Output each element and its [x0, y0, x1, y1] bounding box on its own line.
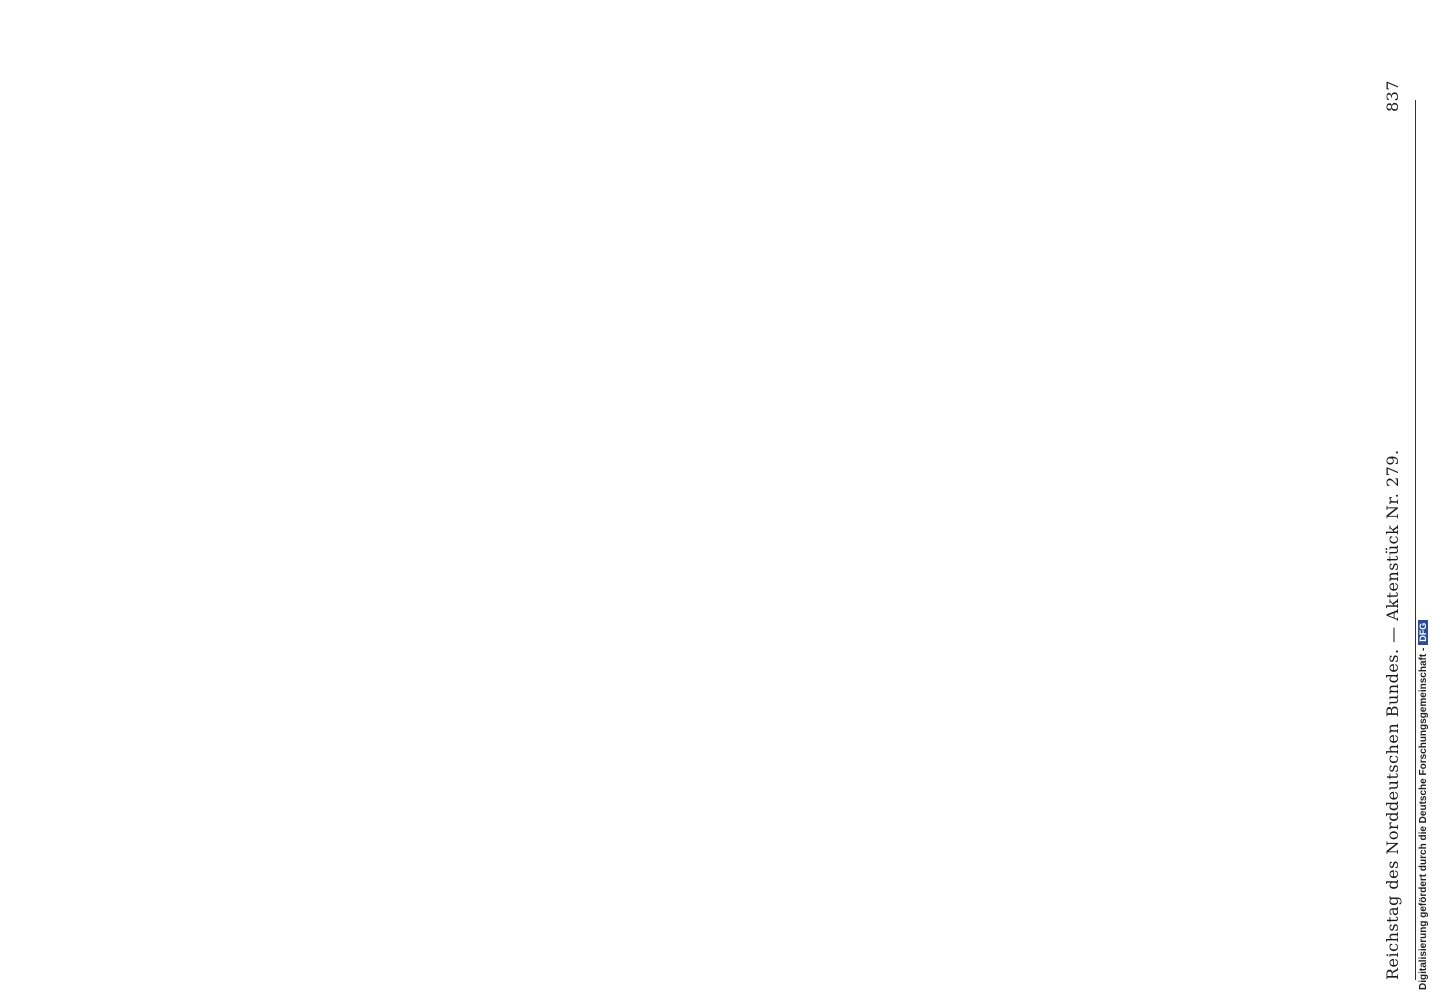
dfg-credit-text: Digitalisierung gefördert durch die Deutsche Forschungsgemeinschaft -	[1418, 647, 1429, 990]
running-title: Reichstag des Norddeutschen Bundes. — Aktenstück Nr. 279.	[1383, 449, 1402, 980]
running-header	[1375, 80, 1415, 980]
header-rule	[1415, 100, 1416, 980]
page-number: 837	[1383, 80, 1402, 113]
dfg-logo: DFG	[1418, 620, 1428, 645]
dfg-credit	[1418, 620, 1429, 990]
